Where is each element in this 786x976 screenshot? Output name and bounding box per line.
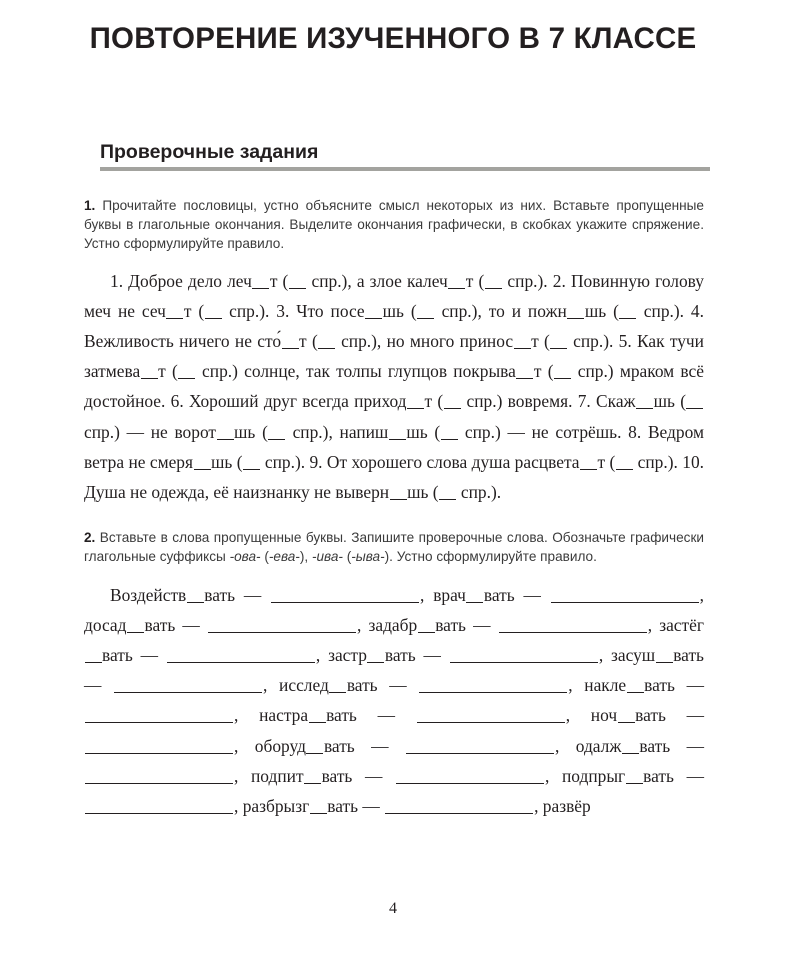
exercise-1-instruction-text: Прочитайте пословицы, устно объясните смысл некоторых из них. Вставьте пропущенные буквы в глагольные окончания. Выделите окончания графически, в скобках укажите спряжение. Устно сформулируйте правило.	[84, 198, 704, 252]
exercise-1-text-32: спр.).	[456, 482, 502, 503]
exercise-1-text-20: спр.) вовремя. 7. Скаж	[461, 391, 636, 412]
exercise-2-instruction	[84, 528, 704, 566]
exercise-1-blank-28[interactable]	[580, 469, 597, 470]
exercise-2-blank-5[interactable]	[208, 632, 356, 633]
exercise-2-text-28: , подпрыг	[545, 765, 626, 786]
exercise-1-text-3: т (	[465, 270, 485, 291]
section-header	[100, 142, 710, 171]
exercise-1-instruction	[84, 196, 704, 254]
exercise-1-text-13: т (	[531, 331, 550, 352]
exercise-2-text-14: , исслед	[263, 675, 329, 696]
exercise-1-text-6: спр.). 3. Что посе	[222, 300, 365, 321]
exercise-1-text-22: спр.) — не ворот	[84, 421, 217, 442]
exercise-1-text-19: т (	[424, 391, 444, 412]
page-title: ПОВТОРЕНИЕ ИЗУЧЕННОГО В 7 КЛАССЕ	[89, 22, 697, 55]
exercise-2-blank-16[interactable]	[627, 692, 644, 693]
exercise-2-blank-24[interactable]	[622, 753, 639, 754]
exercise-1-blank-30[interactable]	[390, 499, 407, 500]
exercise-2-text-29: вать —	[643, 765, 704, 786]
exercise-2-text-25: вать —	[639, 735, 704, 756]
exercise-2-blank-1[interactable]	[271, 602, 419, 603]
exercise-1-text-14: спр.). 5. Как тучи затмева	[84, 331, 704, 382]
exercise-2-text-8: , застёг	[647, 614, 704, 635]
exercise-1-blank-12[interactable]	[514, 348, 531, 349]
exercise-2-text-7: вать —	[435, 614, 498, 635]
exercise-1-blank-15[interactable]	[178, 378, 195, 379]
exercise-2-text-9: вать —	[102, 645, 166, 666]
exercise-2-blank-29[interactable]	[85, 813, 233, 814]
exercise-1-text-0: 1. Доброе дело леч	[110, 270, 252, 291]
section-divider	[100, 167, 710, 171]
exercise-1-blank-11[interactable]	[318, 348, 335, 349]
exercise-1-blank-22[interactable]	[217, 439, 234, 440]
exercise-2-text-20: , ноч	[565, 705, 618, 726]
exercise-2-blank-10[interactable]	[367, 662, 384, 663]
exercise-1-text-2: спр.), а злое калеч	[306, 270, 448, 291]
exercise-1-blank-2[interactable]	[448, 288, 465, 289]
exercise-2-blank-0[interactable]	[187, 602, 204, 603]
exercise-1-text-9: шь (	[584, 300, 619, 321]
suffix-iva: -ива-	[311, 549, 343, 565]
exercise-1-text-21: шь (	[653, 391, 686, 412]
exercise-2-blank-30[interactable]	[310, 813, 327, 814]
exercise-1-blank-0[interactable]	[252, 288, 269, 289]
exercise-1-text-16: спр.) солнце, так толпы глупцов покрыва	[195, 361, 516, 382]
exercise-2-blank-3[interactable]	[551, 602, 699, 603]
page-number: 4	[389, 900, 397, 917]
exercise-1-text-26: спр.) — не сотрёшь. 8. Ведром ветра не смеря	[84, 421, 704, 472]
exercise-1-text-29: т (	[597, 451, 616, 472]
exercise-2-blank-14[interactable]	[329, 692, 346, 693]
exercise-2-text-5: вать —	[144, 614, 207, 635]
exercise-1-blank-26[interactable]	[194, 469, 211, 470]
exercise-2-blank-6[interactable]	[418, 632, 435, 633]
exercise-2-text-4: , досад	[84, 584, 705, 635]
exercise-2-text-3: вать —	[483, 584, 550, 605]
exercise-2-text-23: вать —	[323, 735, 405, 756]
exercise-2-blank-26[interactable]	[304, 783, 321, 784]
exercise-1-text-1: т (	[269, 270, 289, 291]
exercise-2-blank-22[interactable]	[306, 753, 323, 754]
exercise-2-blank-15[interactable]	[419, 692, 567, 693]
exercise-1-blank-18[interactable]	[407, 408, 424, 409]
exercise-1-blank-16[interactable]	[516, 378, 533, 379]
exercise-2-blank-11[interactable]	[450, 662, 598, 663]
exercise-2-blank-31[interactable]	[385, 813, 533, 814]
exercise-2-text-13: вать —	[84, 645, 704, 696]
exercise-2-text-0: Воздейств	[110, 584, 187, 605]
exercise-1-blank-5[interactable]	[205, 318, 222, 319]
exercise-1-number: 1.	[84, 198, 96, 213]
exercise-2-text-12: , засуш	[598, 645, 656, 666]
exercise-1-text-28: спр.). 9. От хорошего слова душа расцвета	[260, 451, 580, 472]
exercise-1-body	[84, 266, 704, 508]
exercise-2-text-6: , задабр	[356, 614, 418, 635]
section-title: Проверочные задания	[100, 141, 319, 163]
exercise-1-blank-8[interactable]	[567, 318, 584, 319]
exercise-1-blank-6[interactable]	[365, 318, 382, 319]
exercise-1-blank-27[interactable]	[243, 469, 260, 470]
exercise-1-blank-23[interactable]	[268, 439, 285, 440]
exercise-2-blank-19[interactable]	[417, 722, 565, 723]
exercise-1-text-25: шь (	[406, 421, 441, 442]
exercise-2-blank-4[interactable]	[127, 632, 144, 633]
exercise-2-instruction-mid-3: (	[342, 549, 352, 565]
exercise-1-blank-24[interactable]	[389, 439, 406, 440]
exercise-2-blank-8[interactable]	[85, 662, 102, 663]
exercise-2-body	[84, 580, 704, 822]
exercise-2-text-22: , оборуд	[234, 735, 306, 756]
exercise-1-blank-1[interactable]	[289, 288, 306, 289]
exercise-2-text-24: , одалж	[554, 735, 622, 756]
exercise-2-blank-12[interactable]	[656, 662, 673, 663]
exercise-1-blank-13[interactable]	[550, 348, 567, 349]
exercise-2-instruction-mid-1: (	[260, 549, 269, 565]
exercise-1-blank-10[interactable]	[282, 348, 299, 349]
exercise-1-blank-21[interactable]	[686, 408, 703, 409]
suffix-yva: -ыва-	[351, 549, 385, 565]
exercise-2-text-32: , развёр	[534, 796, 591, 817]
exercise-2-blank-27[interactable]	[396, 783, 544, 784]
exercise-1-text-17: т (	[533, 361, 554, 382]
exercise-1-blank-7[interactable]	[417, 318, 434, 319]
exercise-2-blank-25[interactable]	[85, 783, 233, 784]
exercise-2-text-26: , подпит	[234, 765, 304, 786]
exercise-2-text-19: вать —	[326, 705, 416, 726]
exercise-1-blank-19[interactable]	[444, 408, 461, 409]
exercise-2-text-15: вать —	[346, 675, 419, 696]
exercise-2-text-11: вать —	[384, 645, 449, 666]
exercise-1-text-27: шь (	[211, 451, 243, 472]
exercise-2-text-21: вать —	[635, 705, 704, 726]
exercise-2-text-31: вать —	[327, 796, 385, 817]
exercise-1-blank-14[interactable]	[141, 378, 158, 379]
exercise-2-instruction-mid-2: ),	[299, 549, 312, 565]
exercise-2-text-18: , настра	[234, 705, 309, 726]
exercise-2-blank-28[interactable]	[626, 783, 643, 784]
suffix-eva: -ева-	[268, 549, 300, 565]
suffix-ova: -ова-	[229, 549, 261, 565]
exercise-1-text-30: спр.). 10. Душа не одежда, её наизнанку не выверн	[84, 451, 704, 503]
exercise-1-text-11: т (	[299, 331, 318, 352]
exercise-2-blank-7[interactable]	[499, 632, 647, 633]
exercise-1-text-24: спр.), напиш	[285, 421, 389, 442]
exercise-1-text-8: спр.), то и пожн	[434, 300, 567, 321]
exercise-1-blank-31[interactable]	[439, 499, 456, 500]
exercise-2-blank-23[interactable]	[406, 753, 554, 754]
exercise-1-blank-4[interactable]	[166, 318, 183, 319]
page-content	[84, 196, 704, 821]
exercise-1-text-4: спр.). 2. Повинную голову меч не сеч	[84, 270, 704, 321]
exercise-1-blank-20[interactable]	[636, 408, 653, 409]
exercise-1-blank-3[interactable]	[485, 288, 502, 289]
exercise-2-instruction-text-1: Вставьте в слова пропущенные буквы. Запишите проверочные слова. Обозначьте графически глагольные суффиксы	[84, 530, 704, 565]
exercise-1-text-23: шь (	[234, 421, 268, 442]
exercise-2-blank-20[interactable]	[618, 722, 635, 723]
exercise-1-blank-25[interactable]	[441, 439, 458, 440]
exercise-2-number: 2.	[84, 530, 96, 546]
exercise-1-text-15: т (	[158, 361, 178, 382]
exercise-2-blank-18[interactable]	[309, 722, 326, 723]
exercise-1-text-7: шь (	[382, 300, 417, 321]
exercise-2-blank-17[interactable]	[85, 722, 233, 723]
exercise-2-text-16: , накле	[568, 675, 627, 696]
exercise-1-text-10: спр.). 4. Вежливость ничего не сто́	[84, 300, 704, 352]
exercise-2-text-27: вать —	[321, 765, 396, 786]
exercise-1-text-5: т (	[183, 300, 205, 321]
exercise-2-blank-9[interactable]	[167, 662, 315, 663]
exercise-1-blank-17[interactable]	[554, 378, 571, 379]
exercise-1-blank-29[interactable]	[616, 469, 633, 470]
exercise-2-text-17: вать —	[644, 675, 704, 696]
exercise-1-text-18: спр.) мраком всё достойное. 6. Хороший друг всегда приход	[84, 361, 704, 412]
exercise-1-text-31: шь (	[407, 482, 439, 503]
exercise-1-text-12: спр.), но много принос	[335, 331, 514, 352]
exercise-2-instruction-text-2: ). Устно сформулируйте правило.	[384, 549, 597, 565]
exercise-2-blank-13[interactable]	[114, 692, 262, 693]
exercise-2-text-30: , разбрызг	[234, 796, 310, 817]
exercise-2-text-2: , врач	[420, 584, 466, 605]
exercise-2-text-1: вать —	[204, 584, 271, 605]
exercise-2-blank-2[interactable]	[466, 602, 483, 603]
exercise-1-blank-9[interactable]	[619, 318, 636, 319]
exercise-2-blank-21[interactable]	[85, 753, 233, 754]
exercise-2-text-10: , застр	[315, 645, 367, 666]
